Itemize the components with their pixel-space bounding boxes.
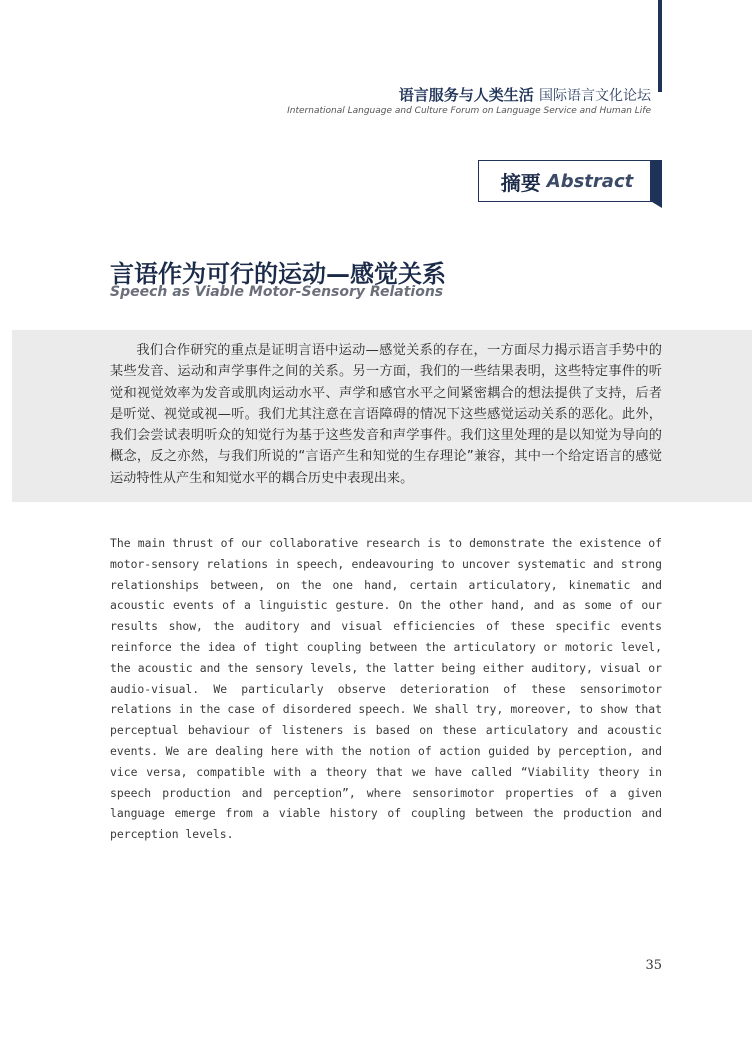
abstract-en: The main thrust of our collaborative research is to demonstrate the existence of motor-sensory relations in speech, endeavouring to uncover systematic and strong relationships between, on the one hand, certain articulatory, kinematic and acoustic events of a linguistic gesture. On the other hand, and as some of our results show, the auditory and visual efficiencies of these specific events reinforce the idea of tight coupling between the articulatory or motoric level, the acoustic and the sensory levels, the latter being either auditory, visual or audio-visual. We particularly observe deterioration of these sensorimotor relations in the case of disordered speech. We shall try, moreover, to show that perceptual behaviour of listeners is based on these articulatory and acoustic events. We are dealing here with the notion of action guided by perception, and vice versa, compatible with a theory that we have called “Viability theory in speech production and perception”, where sensorimotor properties of a given language emerge from a viable history of coupling between the production and perception levels. [110,536,662,842]
header-vertical-rule [658,0,662,92]
journal-title [399,84,651,105]
abstract-zh: 我们合作研究的重点是证明言语中运动—感觉关系的存在，一方面尽力揭示语言手势中的某些发音、运动和声学事件之间的关系。另一方面，我们的一些结果表明，这些特定事件的听觉和视觉效率为发音或肌肉运动水平、声学和感官水平之间紧密耦合的想法提供了支持，后者是听觉、视觉或视—听。我们尤其注意在言语障碍的情况下这些感觉运动关系的恶化。此外，我们会尝试表明听众的知觉行为基于这些发音和声学事件。我们这里处理的是以知觉为导向的概念，反之亦然，与我们所说的“言语产生和知觉的生存理论”兼容，其中一个给定语言的感觉运动特性从产生和知觉水平的耦合历史中表现出来。 [110,343,662,486]
article-title-en: Speech as Viable Motor-Sensory Relations [110,284,444,300]
section-label-zh: 摘要 [500,170,541,195]
section-label [478,160,656,202]
journal-title-en: International Language and Culture Forum on Language Service and Human Life [287,106,651,116]
section-label-en: Abstract [546,170,634,192]
page-number: 35 [645,958,662,973]
journal-subtitle-zh: 国际语言文化论坛 [539,88,651,104]
journal-title-zh: 语言服务与人类生活 [398,86,534,104]
article-title-zh: 言语作为可行的运动—感觉关系 [110,259,446,288]
